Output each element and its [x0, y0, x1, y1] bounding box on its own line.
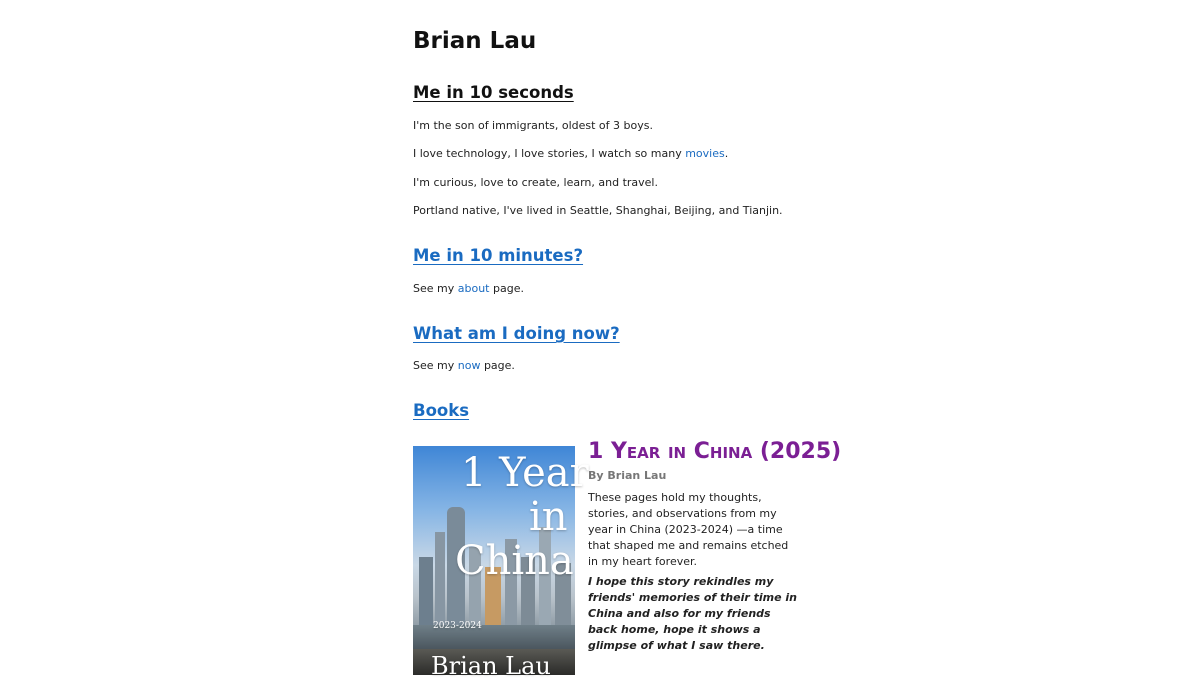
cover-years: 2023-2024 [433, 621, 482, 631]
about-line-end: page. [489, 282, 524, 295]
love-line-end: . [724, 147, 729, 160]
intro-line-immigrants: I'm the son of immigrants, oldest of 3 boys. [413, 119, 653, 132]
book-quote: I hope this story rekindles my friends' memories of their time in China and also for my friends back home, hope it shows a glimpse of what I saw there. [588, 575, 797, 652]
cover-author: Brian Lau [431, 652, 551, 680]
book-byline: By Brian Lau [588, 469, 667, 482]
cover-title-line2: in [529, 494, 568, 540]
book-description: These pages hold my thoughts, stories, and observations from my year in China (2023-2024) —a time that shaped me and remains etched in my heart forever. [588, 491, 789, 568]
now-line [413, 358, 515, 374]
book-cover[interactable] [413, 446, 589, 680]
heading-doing-now-link[interactable]: What am I doing now? [413, 324, 620, 343]
intro-line-love [413, 146, 728, 162]
now-line-text: See my [413, 359, 458, 372]
cover-building [419, 557, 433, 627]
heading-me-in-10-seconds: Me in 10 seconds [413, 83, 574, 102]
heading-me-in-10-minutes-link[interactable]: Me in 10 minutes? [413, 246, 584, 265]
cover-title-line3: China [455, 538, 574, 584]
about-line [413, 281, 524, 297]
heading-books-link[interactable]: Books [413, 401, 470, 420]
cover-title-line1: 1 Year [461, 450, 589, 496]
movies-link[interactable]: movies [685, 147, 725, 160]
intro-line-curious: I'm curious, love to create, learn, and travel. [413, 176, 658, 189]
intro-line-portland: Portland native, I've lived in Seattle, Shanghai, Beijing, and Tianjin. [413, 204, 783, 217]
love-line-text: I love technology, I love stories, I watch so many [413, 147, 686, 160]
about-line-text: See my [413, 282, 458, 295]
cover-building [435, 532, 445, 627]
site-title: Brian Lau [413, 28, 537, 54]
book-title: 1 Year in China (2025) [588, 439, 842, 464]
now-link[interactable]: now [457, 359, 481, 372]
about-link[interactable]: about [457, 282, 490, 295]
now-line-end: page. [480, 359, 515, 372]
